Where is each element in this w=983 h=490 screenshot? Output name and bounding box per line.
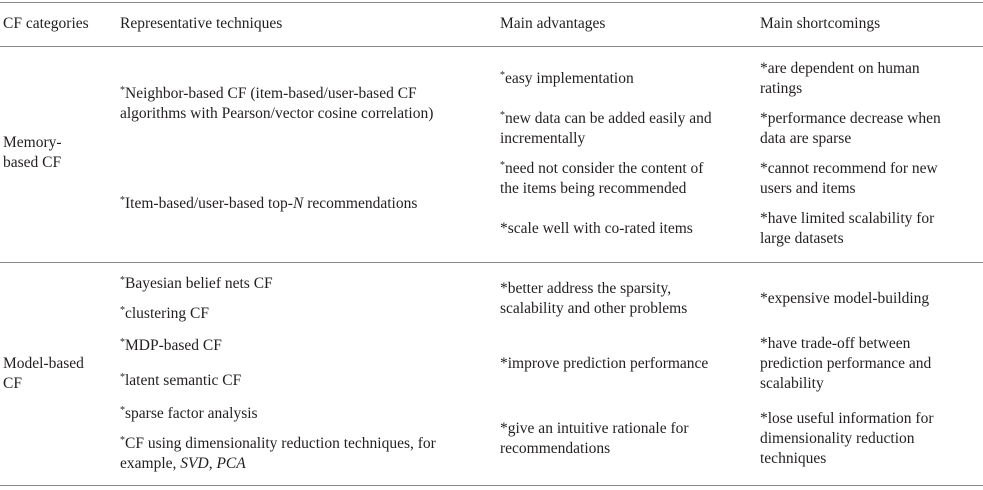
model-shortcoming-1: *expensive model-building xyxy=(760,290,930,307)
table-bottom-rule xyxy=(0,485,983,486)
model-technique-6-line1: *CF using dimensionality reduction techniques, for xyxy=(120,435,436,452)
model-technique-6-line2: example, SVD, PCA xyxy=(120,455,246,472)
memory-advantage-3-line2: the items being recommended xyxy=(500,180,687,197)
model-technique-3: *MDP-based CF xyxy=(120,337,222,354)
header-bottom-rule xyxy=(0,46,983,47)
model-advantage-1-line1: *better address the sparsity, xyxy=(500,280,672,297)
model-advantage-1-line2: scalability and other problems xyxy=(500,300,688,317)
memory-shortcoming-1-line2: ratings xyxy=(760,80,803,97)
header-cf-categories: CF categories xyxy=(3,15,89,32)
category-memory-line2: based CF xyxy=(3,154,62,171)
memory-shortcoming-3-line2: users and items xyxy=(760,180,856,197)
category-model-line1: Model-based xyxy=(3,355,84,372)
section-divider-rule xyxy=(0,262,983,263)
model-advantage-3-line2: recommendations xyxy=(500,440,611,457)
memory-shortcoming-4-line2: large datasets xyxy=(760,230,844,247)
header-main-shortcomings: Main shortcomings xyxy=(760,15,881,32)
header-main-advantages: Main advantages xyxy=(500,15,606,32)
model-technique-1: *Bayesian belief nets CF xyxy=(120,275,273,292)
table-top-rule xyxy=(0,2,983,3)
memory-shortcoming-2-line2: data are sparse xyxy=(760,130,852,147)
model-technique-5: *sparse factor analysis xyxy=(120,405,258,422)
memory-advantage-2-line1: *new data can be added easily and xyxy=(500,110,712,127)
category-memory-line1: Memory- xyxy=(3,134,62,151)
memory-technique-1-line1: *Neighbor-based CF (item-based/user-based CF xyxy=(120,85,417,102)
model-technique-2: *clustering CF xyxy=(120,305,209,322)
model-shortcoming-3-line1: *lose useful information for xyxy=(760,410,934,427)
memory-shortcoming-1-line1: *are dependent on human xyxy=(760,60,920,77)
memory-shortcoming-3-line1: *cannot recommend for new xyxy=(760,160,938,177)
memory-advantage-2-line2: incrementally xyxy=(500,130,586,147)
memory-shortcoming-2-line1: *performance decrease when xyxy=(760,110,941,127)
model-shortcoming-3-line2: dimensionality reduction xyxy=(760,430,915,447)
model-shortcoming-2-line3: scalability xyxy=(760,375,824,392)
header-representative-techniques: Representative techniques xyxy=(120,15,283,32)
memory-technique-2: *Item-based/user-based top-N recommendations xyxy=(120,195,418,212)
model-shortcoming-2-line1: *have trade-off between xyxy=(760,335,911,352)
memory-shortcoming-4-line1: *have limited scalability for xyxy=(760,210,935,227)
memory-advantage-4: *scale well with co-rated items xyxy=(500,220,693,237)
model-shortcoming-3-line3: techniques xyxy=(760,450,827,467)
memory-technique-1-line2: algorithms with Pearson/vector cosine correlation) xyxy=(120,105,434,122)
category-model-line2: CF xyxy=(3,375,22,392)
model-advantage-3-line1: *give an intuitive rationale for xyxy=(500,420,689,437)
memory-advantage-3-line1: *need not consider the content of xyxy=(500,160,704,177)
model-shortcoming-2-line2: prediction performance and xyxy=(760,355,932,372)
model-technique-4: *latent semantic CF xyxy=(120,372,242,389)
model-advantage-2: *improve prediction performance xyxy=(500,355,709,372)
memory-advantage-1: *easy implementation xyxy=(500,70,634,87)
